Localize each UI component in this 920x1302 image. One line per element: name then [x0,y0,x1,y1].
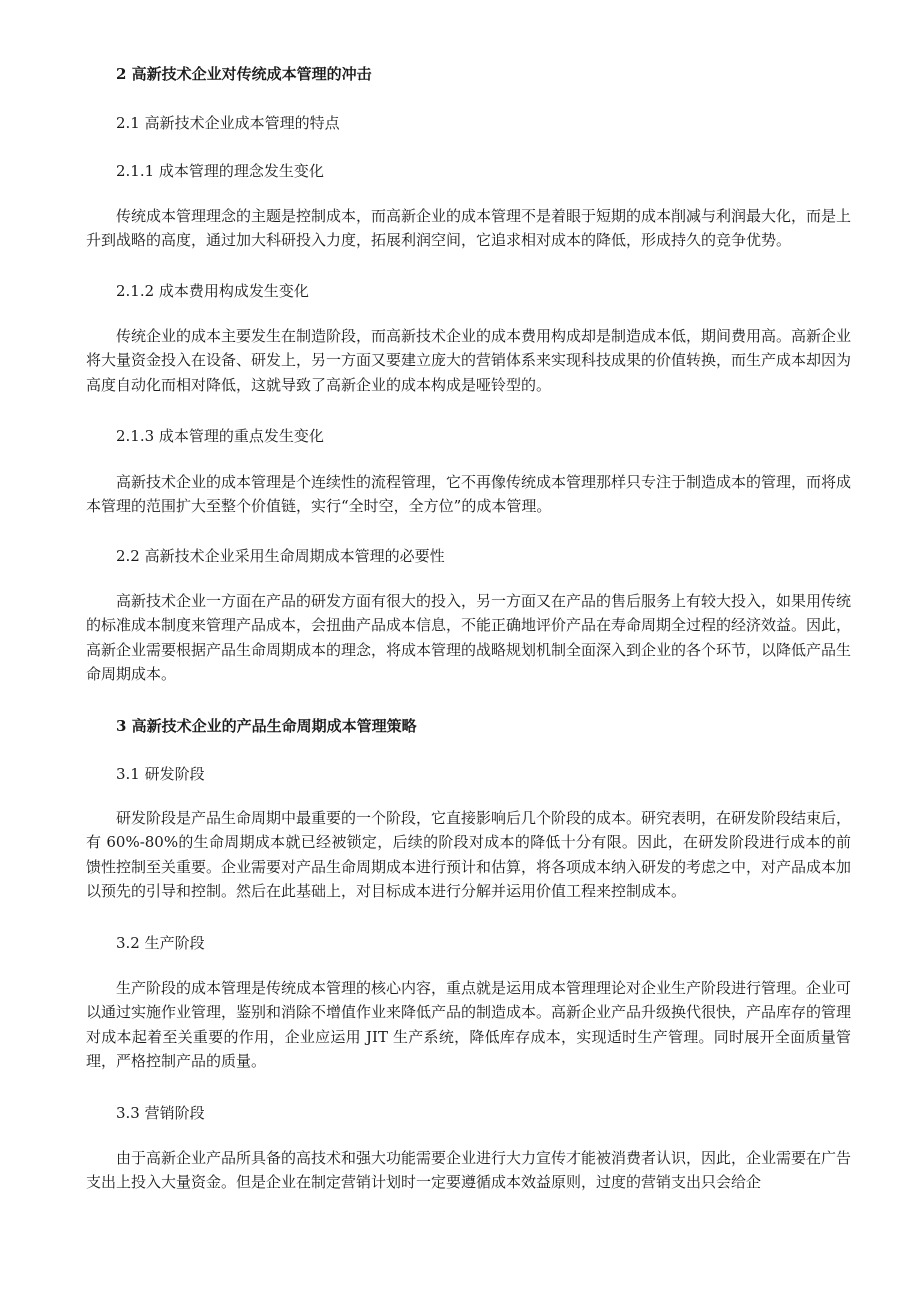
paragraph: 传统成本管理理念的主题是控制成本，而高新企业的成本管理不是着眼于短期的成本削减与利润最大化，而是上升到战略的高度，通过加大科研投入力度，拓展利润空间，它追求相对成本的降低，形成持久的竞争优势。 [86,207,852,250]
heading-section-3-2: 3.2 生产阶段 [116,934,205,952]
paragraph: 传统企业的成本主要发生在制造阶段，而高新技术企业的成本费用构成却是制造成本低，期间费用高。高新企业将大量资金投入在设备、研发上，另一方面又要建立庞大的营销体系来实现科技成果的价值转换，而生产成本却因为高度自动化而相对降低，这就导致了高新企业的成本构成是哑铃型的。 [86,327,852,394]
heading-section-2: 2 高新技术企业对传统成本管理的冲击 [116,65,372,83]
heading-section-3-1: 3.1 研发阶段 [116,765,205,783]
paragraph: 高新技术企业的成本管理是个连续性的流程管理，它不再像传统成本管理那样只专注于制造成本的管理，而将成本管理的范围扩大至整个价值链，实行“全时空，全方位”的成本管理。 [86,473,852,516]
heading-section-2-1-2: 2.1.2 成本费用构成发生变化 [116,282,309,300]
paragraph: 由于高新企业产品所具备的高技术和强大功能需要企业进行大力宣传才能被消费者认识，因此，企业需要在广告支出上投入大量资金。但是企业在制定营销计划时一定要遵循成本效益原则，过度的营销支出只会给企 [86,1149,852,1192]
heading-section-3-3: 3.3 营销阶段 [116,1104,205,1122]
paragraph: 高新技术企业一方面在产品的研发方面有很大的投入，另一方面又在产品的售后服务上有较大投入，如果用传统的标准成本制度来管理产品成本，会扭曲产品成本信息，不能正确地评价产品在寿命周期全过程的经济效益。因此，高新企业需要根据产品生命周期成本的理念，将成本管理的战略规划机制全面深入到企业的各个环节，以降低产品生命周期成本。 [86,592,852,683]
heading-section-2-1: 2.1 高新技术企业成本管理的特点 [116,114,340,132]
paragraph: 研发阶段是产品生命周期中最重要的一个阶段，它直接影响后几个阶段的成本。研究表明，在研发阶段结束后，有 60%-80%的生命周期成本就已经被锁定，后续的阶段对成本的降低十分有限。因此，在研发阶段进行成本的前馈性控制至关重要。企业需要对产品生命周期成本进行预计和估算，将各项成本纳入研发的考虑之中，对产品成本加以预先的引导和控制。然后在此基础上，对目标成本进行分解并运用价值工程来控制成本。 [86,809,852,900]
heading-section-2-2: 2.2 高新技术企业采用生命周期成本管理的必要性 [116,547,445,565]
paragraph: 生产阶段的成本管理是传统成本管理的核心内容，重点就是运用成本管理理论对企业生产阶段进行管理。企业可以通过实施作业管理，鉴别和消除不增值作业来降低产品的制造成本。高新企业产品升级换代很快，产品库存的管理对成本起着至关重要的作用，企业应运用 JIT 生产系统，降低库存成本，实现适时生产管理。同时展开全面质量管理，严格控制产品的质量。 [86,979,852,1070]
heading-section-2-1-3: 2.1.3 成本管理的重点发生变化 [116,427,324,445]
heading-section-2-1-1: 2.1.1 成本管理的理念发生变化 [116,162,324,180]
heading-section-3: 3 高新技术企业的产品生命周期成本管理策略 [116,717,417,735]
